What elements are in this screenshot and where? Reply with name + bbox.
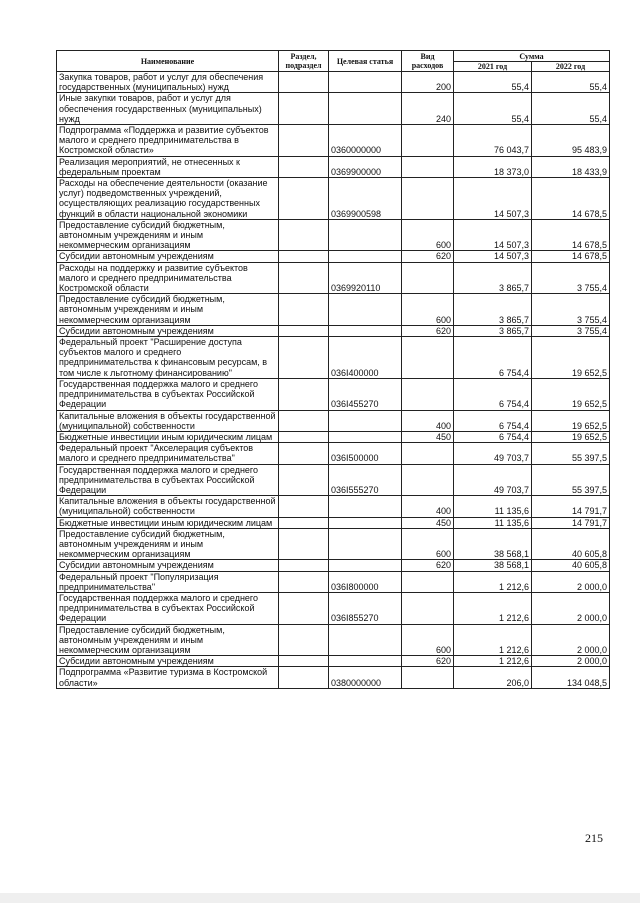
row-sum-2022: 55 397,5	[532, 443, 610, 464]
header-sum: Сумма	[454, 51, 610, 62]
row-sum-2022: 18 433,9	[532, 156, 610, 177]
row-name: Предоставление субсидий бюджетным, автономным учреждениям и иным некоммерческим организациям	[57, 219, 279, 251]
row-section	[279, 656, 329, 667]
table-row	[57, 464, 610, 496]
row-sum-2022: 95 483,9	[532, 125, 610, 157]
row-target-code	[329, 72, 402, 93]
row-target-code	[329, 560, 402, 571]
row-sum-2021: 14 507,3	[454, 251, 532, 262]
row-name: Закупка товаров, работ и услуг для обеспечения государственных (муниципальных) нужд	[57, 72, 279, 93]
table-row	[57, 410, 610, 431]
row-sum-2021: 14 507,3	[454, 219, 532, 251]
row-sum-2022: 14 678,5	[532, 178, 610, 220]
row-expense-type: 450	[402, 431, 454, 442]
row-target-code	[329, 93, 402, 125]
row-section	[279, 431, 329, 442]
row-sum-2021: 49 703,7	[454, 443, 532, 464]
row-expense-type: 620	[402, 560, 454, 571]
row-target-code	[329, 431, 402, 442]
scan-bottom-edge	[0, 893, 640, 903]
row-target-code: 0360000000	[329, 125, 402, 157]
table-row	[57, 294, 610, 326]
row-section	[279, 528, 329, 560]
row-sum-2021: 1 212,6	[454, 656, 532, 667]
budget-sheet	[56, 50, 609, 689]
row-section	[279, 337, 329, 379]
row-sum-2021: 6 754,4	[454, 378, 532, 410]
row-section	[279, 624, 329, 656]
header-target: Целевая статья	[329, 51, 402, 72]
table-row	[57, 251, 610, 262]
table-row	[57, 178, 610, 220]
row-sum-2022: 40 605,8	[532, 560, 610, 571]
row-sum-2022: 40 605,8	[532, 528, 610, 560]
row-expense-type: 620	[402, 656, 454, 667]
row-expense-type: 600	[402, 294, 454, 326]
row-sum-2022: 3 755,4	[532, 294, 610, 326]
row-name: Капитальные вложения в объекты государственной (муниципальной) собственности	[57, 496, 279, 517]
row-sum-2022: 55 397,5	[532, 464, 610, 496]
row-expense-type: 400	[402, 410, 454, 431]
row-expense-type	[402, 262, 454, 294]
row-sum-2021: 6 754,4	[454, 410, 532, 431]
row-sum-2022: 19 652,5	[532, 337, 610, 379]
row-expense-type: 620	[402, 251, 454, 262]
row-section	[279, 294, 329, 326]
row-sum-2022: 55,4	[532, 93, 610, 125]
row-sum-2021: 38 568,1	[454, 560, 532, 571]
page-number: 215	[585, 831, 603, 845]
row-name: Предоставление субсидий бюджетным, автономным учреждениям и иным некоммерческим организациям	[57, 528, 279, 560]
row-expense-type	[402, 667, 454, 688]
row-section	[279, 410, 329, 431]
row-sum-2022: 19 652,5	[532, 378, 610, 410]
row-target-code: 036I455270	[329, 378, 402, 410]
table-row	[57, 496, 610, 517]
row-expense-type: 240	[402, 93, 454, 125]
row-sum-2021: 3 865,7	[454, 262, 532, 294]
row-section	[279, 517, 329, 528]
row-name: Государственная поддержка малого и среднего предпринимательства в субъектах Российской Федерации	[57, 378, 279, 410]
table-row	[57, 592, 610, 624]
row-expense-type: 600	[402, 624, 454, 656]
table-row	[57, 337, 610, 379]
row-name: Государственная поддержка малого и среднего предпринимательства в субъектах Российской Федерации	[57, 464, 279, 496]
row-sum-2021: 3 865,7	[454, 294, 532, 326]
header-2022: 2022 год	[532, 62, 610, 72]
row-expense-type	[402, 337, 454, 379]
row-expense-type: 620	[402, 325, 454, 336]
table-row	[57, 431, 610, 442]
row-section	[279, 560, 329, 571]
row-sum-2021: 3 865,7	[454, 325, 532, 336]
table-row	[57, 93, 610, 125]
header-2021: 2021 год	[454, 62, 532, 72]
row-sum-2022: 19 652,5	[532, 410, 610, 431]
row-sum-2021: 11 135,6	[454, 517, 532, 528]
row-sum-2021: 55,4	[454, 93, 532, 125]
row-target-code	[329, 219, 402, 251]
row-name: Предоставление субсидий бюджетным, автономным учреждениям и иным некоммерческим организациям	[57, 624, 279, 656]
row-section	[279, 262, 329, 294]
table-row	[57, 325, 610, 336]
row-expense-type	[402, 571, 454, 592]
row-expense-type: 200	[402, 72, 454, 93]
row-name: Государственная поддержка малого и среднего предпринимательства в субъектах Российской Федерации	[57, 592, 279, 624]
row-name: Субсидии автономным учреждениям	[57, 656, 279, 667]
table-row	[57, 72, 610, 93]
header-type: Вид расходов	[402, 51, 454, 72]
row-expense-type: 450	[402, 517, 454, 528]
row-section	[279, 325, 329, 336]
row-target-code	[329, 496, 402, 517]
row-target-code	[329, 410, 402, 431]
row-sum-2022: 3 755,4	[532, 325, 610, 336]
header-row	[57, 51, 610, 62]
row-section	[279, 443, 329, 464]
row-sum-2022: 134 048,5	[532, 667, 610, 688]
row-name: Реализация мероприятий, не отнесенных к федеральным проектам	[57, 156, 279, 177]
row-target-code: 036I555270	[329, 464, 402, 496]
row-name: Субсидии автономным учреждениям	[57, 251, 279, 262]
table-row	[57, 443, 610, 464]
row-expense-type: 400	[402, 496, 454, 517]
row-sum-2021: 14 507,3	[454, 178, 532, 220]
row-sum-2022: 19 652,5	[532, 431, 610, 442]
row-target-code	[329, 294, 402, 326]
row-name: Федеральный проект "Популяризация предпринимательства"	[57, 571, 279, 592]
row-target-code: 0380000000	[329, 667, 402, 688]
row-target-code: 036I800000	[329, 571, 402, 592]
row-sum-2021: 1 212,6	[454, 592, 532, 624]
row-target-code: 036I400000	[329, 337, 402, 379]
row-sum-2021: 6 754,4	[454, 431, 532, 442]
row-sum-2021: 38 568,1	[454, 528, 532, 560]
row-expense-type	[402, 443, 454, 464]
budget-table	[56, 50, 610, 689]
header-name: Наименование	[57, 51, 279, 72]
row-sum-2021: 49 703,7	[454, 464, 532, 496]
table-row	[57, 262, 610, 294]
row-name: Расходы на обеспечение деятельности (оказание услуг) подведомственных учреждений, осуществляющих реализацию государственных функций в области национальной экономики	[57, 178, 279, 220]
row-name: Субсидии автономным учреждениям	[57, 560, 279, 571]
row-name: Подпрограмма «Поддержка и развитие субъектов малого и среднего предпринимательства в Костромской области»	[57, 125, 279, 157]
row-sum-2022: 14 791,7	[532, 496, 610, 517]
row-target-code	[329, 528, 402, 560]
row-sum-2022: 2 000,0	[532, 592, 610, 624]
row-sum-2021: 6 754,4	[454, 337, 532, 379]
row-name: Предоставление субсидий бюджетным, автономным учреждениям и иным некоммерческим организациям	[57, 294, 279, 326]
row-target-code	[329, 624, 402, 656]
row-section	[279, 251, 329, 262]
row-expense-type: 600	[402, 219, 454, 251]
row-target-code: 0369900598	[329, 178, 402, 220]
row-sum-2022: 3 755,4	[532, 262, 610, 294]
row-name: Бюджетные инвестиции иным юридическим лицам	[57, 517, 279, 528]
row-expense-type	[402, 178, 454, 220]
row-name: Расходы на поддержку и развитие субъектов малого и среднего предпринимательства Костромской области	[57, 262, 279, 294]
table-row	[57, 528, 610, 560]
row-section	[279, 178, 329, 220]
table-row	[57, 560, 610, 571]
row-name: Иные закупки товаров, работ и услуг для обеспечения государственных (муниципальных) нужд	[57, 93, 279, 125]
row-name: Подпрограмма «Развитие туризма в Костромской области»	[57, 667, 279, 688]
row-sum-2021: 206,0	[454, 667, 532, 688]
row-section	[279, 667, 329, 688]
row-sum-2021: 76 043,7	[454, 125, 532, 157]
row-name: Субсидии автономным учреждениям	[57, 325, 279, 336]
row-expense-type	[402, 156, 454, 177]
row-section	[279, 496, 329, 517]
row-sum-2021: 55,4	[454, 72, 532, 93]
row-section	[279, 592, 329, 624]
row-section	[279, 378, 329, 410]
row-target-code	[329, 251, 402, 262]
row-name: Капитальные вложения в объекты государственной (муниципальной) собственности	[57, 410, 279, 431]
table-row	[57, 571, 610, 592]
row-target-code: 036I855270	[329, 592, 402, 624]
table-row	[57, 219, 610, 251]
table-row	[57, 656, 610, 667]
row-section	[279, 571, 329, 592]
row-target-code	[329, 517, 402, 528]
row-section	[279, 125, 329, 157]
row-target-code: 0369920110	[329, 262, 402, 294]
row-name: Федеральный проект "Акселерация субъектов малого и среднего предпринимательства"	[57, 443, 279, 464]
row-expense-type	[402, 592, 454, 624]
row-sum-2022: 2 000,0	[532, 571, 610, 592]
row-expense-type: 600	[402, 528, 454, 560]
row-sum-2022: 14 678,5	[532, 251, 610, 262]
row-sum-2022: 55,4	[532, 72, 610, 93]
row-target-code	[329, 656, 402, 667]
table-row	[57, 517, 610, 528]
row-name: Бюджетные инвестиции иным юридическим лицам	[57, 431, 279, 442]
row-section	[279, 156, 329, 177]
row-sum-2022: 2 000,0	[532, 656, 610, 667]
row-expense-type	[402, 464, 454, 496]
table-row	[57, 125, 610, 157]
row-sum-2021: 1 212,6	[454, 624, 532, 656]
table-row	[57, 667, 610, 688]
row-sum-2022: 14 791,7	[532, 517, 610, 528]
row-sum-2022: 14 678,5	[532, 219, 610, 251]
row-section	[279, 464, 329, 496]
row-expense-type	[402, 378, 454, 410]
row-sum-2021: 1 212,6	[454, 571, 532, 592]
row-section	[279, 219, 329, 251]
row-target-code	[329, 325, 402, 336]
row-expense-type	[402, 125, 454, 157]
row-sum-2021: 11 135,6	[454, 496, 532, 517]
row-section	[279, 93, 329, 125]
row-target-code: 0369900000	[329, 156, 402, 177]
header-section: Раздел, подраздел	[279, 51, 329, 72]
table-row	[57, 624, 610, 656]
row-section	[279, 72, 329, 93]
row-sum-2021: 18 373,0	[454, 156, 532, 177]
row-target-code: 036I500000	[329, 443, 402, 464]
row-name: Федеральный проект "Расширение доступа субъектов малого и среднего предпринимательства к финансовым ресурсам, в том числе к льготному финансированию"	[57, 337, 279, 379]
row-sum-2022: 2 000,0	[532, 624, 610, 656]
table-row	[57, 378, 610, 410]
table-row	[57, 156, 610, 177]
